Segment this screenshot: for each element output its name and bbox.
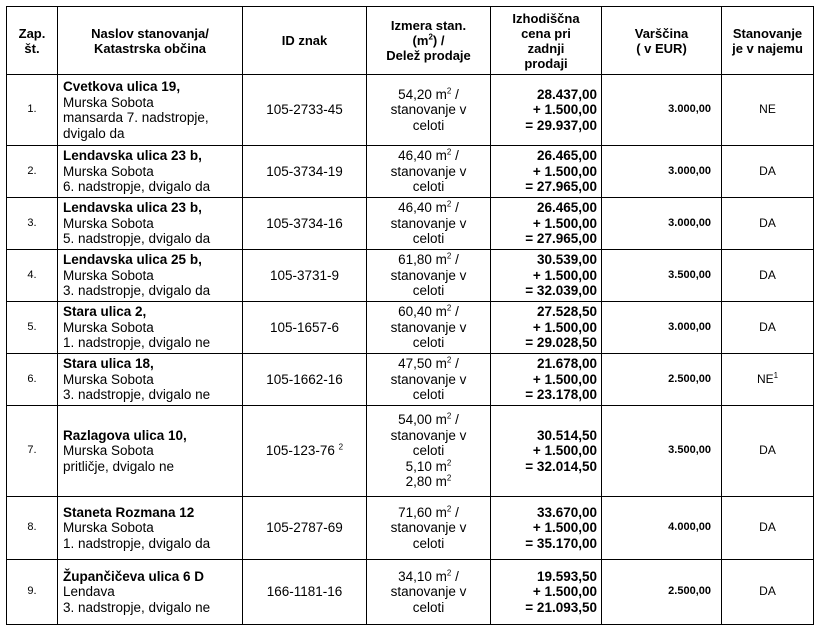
id-cell: 105-1662-16 <box>243 354 367 406</box>
area-line: celoti <box>412 599 445 615</box>
header-area: Izmera stan. $(m^2)$ / Delež prodaje <box>367 7 491 75</box>
address-line: Murska Sobota <box>63 215 154 231</box>
deposit-cell: 3.500,00 <box>602 406 722 497</box>
area-cell <box>367 406 491 497</box>
area-line: 47,50 $m^2$ / <box>398 355 459 372</box>
header-price: Izhodiščna cena pri zadnji prodaji <box>491 7 602 75</box>
id-cell: 105-3731-9 <box>243 250 367 302</box>
address-line: 1. nadstropje, dvigalo ne <box>63 335 211 351</box>
rented-cell: DA <box>722 198 814 250</box>
area-line: 34,10 $m^2$ / <box>398 568 459 584</box>
rented-cell: DA <box>722 302 814 354</box>
street-name: Staneta Rozmana 12 <box>63 504 195 520</box>
street-name: Stara ulica 2, <box>63 304 147 320</box>
price-line: + 1.500,00 <box>532 163 597 179</box>
price-cell <box>491 406 602 497</box>
price-line: 33.670,00 <box>536 504 597 520</box>
street-name: Lendavska ulica 23 b, <box>63 200 202 216</box>
price-line: + 1.500,00 <box>532 520 597 536</box>
area-cell <box>367 198 491 250</box>
address-line: dvigalo da <box>63 125 125 141</box>
area-line: celoti <box>412 535 445 551</box>
price-line: 26.465,00 <box>536 148 597 164</box>
deposit-cell: 4.000,00 <box>602 497 722 560</box>
deposit-cell: 3.000,00 <box>602 302 722 354</box>
price-cell <box>491 198 602 250</box>
area-line: celoti <box>412 231 445 247</box>
id-cell: 105-2733-45 <box>243 75 367 146</box>
row-number: 6. <box>7 354 58 406</box>
address-line: 5. nadstropje, dvigalo da <box>63 231 211 247</box>
street-name: Stara ulica 18, <box>63 356 154 372</box>
price-line: 30.539,00 <box>536 252 597 268</box>
area-line: celoti <box>412 335 445 351</box>
area-line: 60,40 $m^2$ / <box>398 303 459 320</box>
area-line: 54,00 $m^2$ / <box>398 411 459 428</box>
area-line: 46,40 $m^2$ / <box>398 147 459 164</box>
rented-cell: NE <box>722 75 814 146</box>
price-line: = 27.965,00 <box>525 179 597 195</box>
area-line: celoti <box>412 443 445 459</box>
price-line: 30.514,50 <box>536 427 597 443</box>
street-name: Lendavska ulica 23 b, <box>63 148 202 164</box>
row-number: 7. <box>7 406 58 497</box>
area-line: stanovanje v <box>390 371 467 387</box>
address-line: 3. nadstropje, dvigalo ne <box>63 599 211 615</box>
row-number: 9. <box>7 560 58 625</box>
table-row <box>7 146 814 198</box>
address-cell <box>58 198 243 250</box>
header-address: Naslov stanovanja/ Katastrska občina <box>58 7 243 75</box>
street-name: Župančičeva ulica 6 D <box>63 568 205 584</box>
area-line: celoti <box>412 179 445 195</box>
address-line: Murska Sobota <box>63 371 154 387</box>
address-cell <box>58 75 243 146</box>
deposit-cell: 3.000,00 <box>602 75 722 146</box>
id-cell: 166-1181-16 <box>243 560 367 625</box>
price-line: = 32.014,50 <box>525 458 597 474</box>
address-line: Murska Sobota <box>63 443 154 459</box>
area-line: stanovanje v <box>390 319 467 335</box>
table-row <box>7 497 814 560</box>
rented-cell: DA <box>722 146 814 198</box>
rented-cell: DA <box>722 497 814 560</box>
id-cell: 105-123-76 $^2$ <box>243 406 367 497</box>
price-line: = 29.937,00 <box>525 117 597 133</box>
price-cell <box>491 302 602 354</box>
row-number: 8. <box>7 497 58 560</box>
price-line: + 1.500,00 <box>532 371 597 387</box>
price-line: + 1.500,00 <box>532 584 597 600</box>
price-line: = 29.028,50 <box>525 335 597 351</box>
address-cell <box>58 560 243 625</box>
address-cell <box>58 250 243 302</box>
header-deposit: Varščina ( v EUR) <box>602 7 722 75</box>
area-line: stanovanje v <box>390 520 467 536</box>
header-no: Zap. št. <box>7 7 58 75</box>
area-line: celoti <box>412 387 445 403</box>
area-line: 54,20 $m^2$ / <box>398 86 459 102</box>
area-line: stanovanje v <box>390 427 467 443</box>
area-cell <box>367 146 491 198</box>
price-cell <box>491 75 602 146</box>
price-line: = 32.039,00 <box>525 283 597 299</box>
area-line: stanovanje v <box>390 215 467 231</box>
address-line: 1. nadstropje, dvigalo da <box>63 535 211 551</box>
area-line: celoti <box>412 283 445 299</box>
row-number: 2. <box>7 146 58 198</box>
rented-cell: DA <box>722 406 814 497</box>
address-line: Murska Sobota <box>63 267 154 283</box>
deposit-cell: 3.500,00 <box>602 250 722 302</box>
id-cell: 105-3734-19 <box>243 146 367 198</box>
price-line: 26.465,00 <box>536 200 597 216</box>
address-line: Murska Sobota <box>63 520 154 536</box>
price-line: + 1.500,00 <box>532 319 597 335</box>
row-number: 4. <box>7 250 58 302</box>
row-number: 5. <box>7 302 58 354</box>
area-cell <box>367 354 491 406</box>
table-row <box>7 250 814 302</box>
area-cell <box>367 250 491 302</box>
header-rented: Stanovanje je v najemu <box>722 7 814 75</box>
street-name: Cvetkova ulica 19, <box>63 79 181 94</box>
address-line: pritličje, dvigalo ne <box>63 458 175 474</box>
id-cell: 105-3734-16 <box>243 198 367 250</box>
address-line: mansarda 7. nadstropje, <box>63 110 209 125</box>
address-cell <box>58 497 243 560</box>
area-line: 71,60 $m^2$ / <box>398 504 459 520</box>
address-cell <box>58 146 243 198</box>
price-line: = 21.093,50 <box>525 599 597 615</box>
area-line: celoti <box>412 117 445 133</box>
price-line: 27.528,50 <box>536 304 597 320</box>
row-number: 3. <box>7 198 58 250</box>
header-id: ID znak <box>243 7 367 75</box>
address-cell <box>58 354 243 406</box>
price-line: + 1.500,00 <box>532 443 597 459</box>
price-cell <box>491 250 602 302</box>
deposit-cell: 2.500,00 <box>602 354 722 406</box>
area-line: 46,40 $m^2$ / <box>398 199 459 216</box>
area-cell <box>367 302 491 354</box>
address-line: Lendava <box>63 584 115 600</box>
area-line: stanovanje v <box>390 102 467 118</box>
address-line: Murska Sobota <box>63 163 154 179</box>
address-line: Murska Sobota <box>63 319 154 335</box>
area-cell <box>367 497 491 560</box>
price-line: + 1.500,00 <box>532 267 597 283</box>
address-line: Murska Sobota <box>63 94 154 110</box>
price-line: + 1.500,00 <box>532 102 597 118</box>
price-cell <box>491 497 602 560</box>
address-cell <box>58 302 243 354</box>
area-line: 61,80 $m^2$ / <box>398 251 459 268</box>
price-line: = 35.170,00 <box>525 535 597 551</box>
area-cell <box>367 560 491 625</box>
deposit-cell: 3.000,00 <box>602 146 722 198</box>
price-line: 19.593,50 <box>536 568 597 584</box>
address-line: 3. nadstropje, dvigalo ne <box>63 387 211 403</box>
table-row <box>7 560 814 625</box>
deposit-cell: 3.000,00 <box>602 198 722 250</box>
address-line: 6. nadstropje, dvigalo da <box>63 179 211 195</box>
price-cell <box>491 354 602 406</box>
table-row <box>7 354 814 406</box>
street-name: Lendavska ulica 25 b, <box>63 252 202 268</box>
price-cell <box>491 146 602 198</box>
row-number: 1. <box>7 75 58 146</box>
header-row <box>7 7 814 75</box>
price-line: 21.678,00 <box>536 356 597 372</box>
area-cell <box>367 75 491 146</box>
address-cell <box>58 406 243 497</box>
price-cell <box>491 560 602 625</box>
price-line: = 27.965,00 <box>525 231 597 247</box>
area-line: stanovanje v <box>390 163 467 179</box>
price-line: 28.437,00 <box>536 86 597 102</box>
apartments-table <box>6 6 814 625</box>
street-name: Razlagova ulica 10, <box>63 427 187 443</box>
area-line: stanovanje v <box>390 584 467 600</box>
area-line: 5,10 $m^2$ <box>405 458 452 474</box>
table-row <box>7 75 814 146</box>
area-line: 2,80 $m^2$ <box>405 473 452 490</box>
price-line: + 1.500,00 <box>532 215 597 231</box>
rented-cell: DA <box>722 250 814 302</box>
table-row <box>7 198 814 250</box>
table-row <box>7 302 814 354</box>
id-cell: 105-1657-6 <box>243 302 367 354</box>
price-line: = 23.178,00 <box>525 387 597 403</box>
table-row <box>7 406 814 497</box>
address-line: 3. nadstropje, dvigalo da <box>63 283 211 299</box>
rented-cell: DA <box>722 560 814 625</box>
area-line: stanovanje v <box>390 267 467 283</box>
id-cell: 105-2787-69 <box>243 497 367 560</box>
rented-cell: $NE^1$ <box>722 354 814 406</box>
deposit-cell: 2.500,00 <box>602 560 722 625</box>
